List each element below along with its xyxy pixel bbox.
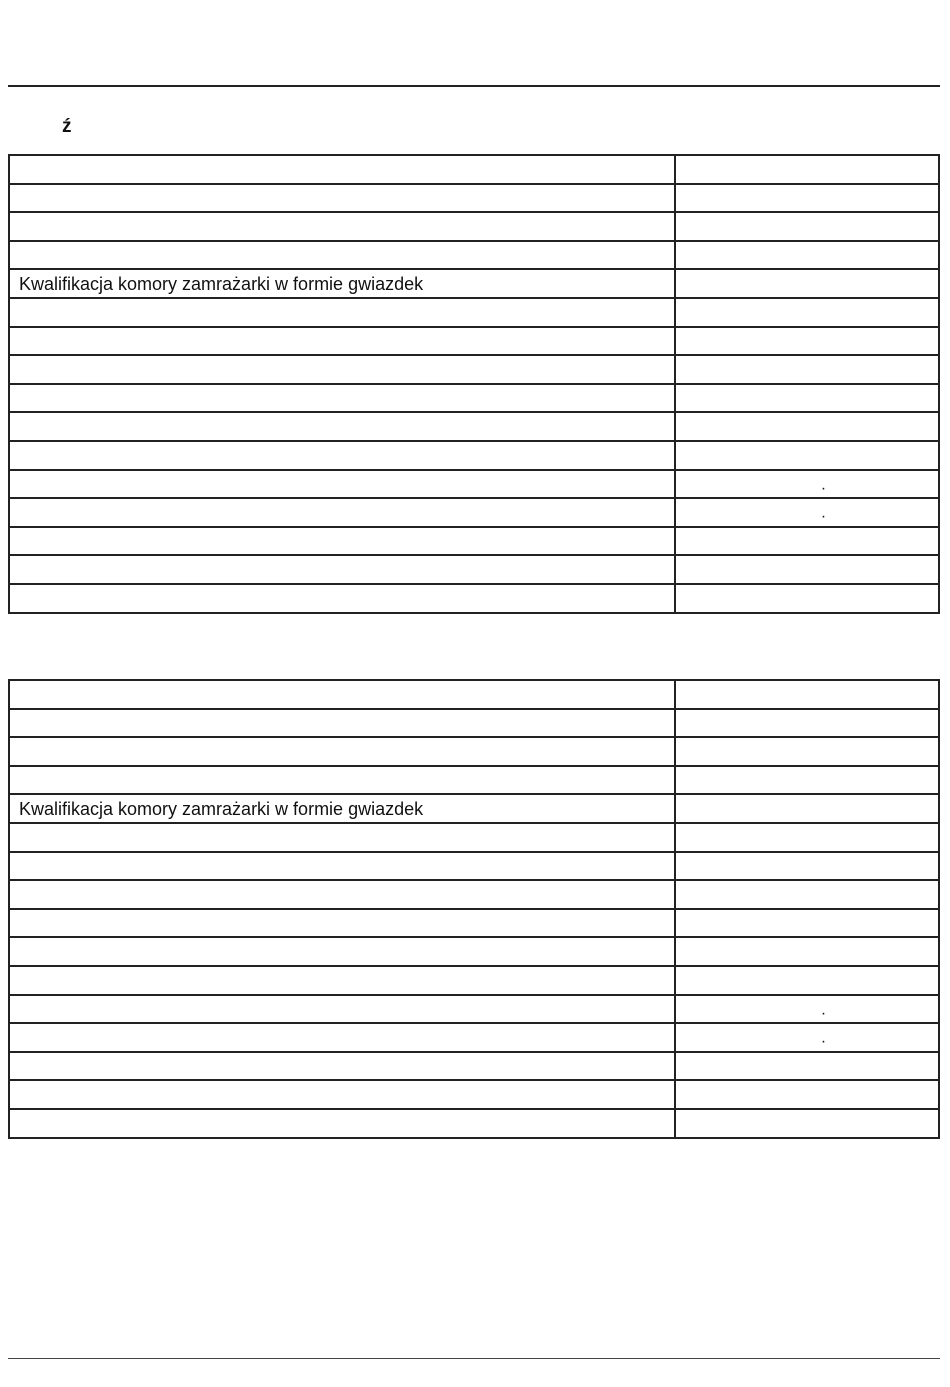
row-label — [9, 555, 675, 584]
row-label — [9, 527, 675, 556]
table-row — [9, 1080, 939, 1109]
row-label: Kwalifikacja komory zamrażarki w formie gwiazdek — [9, 794, 675, 823]
table-row — [9, 937, 939, 966]
table-row — [9, 709, 939, 738]
row-label — [9, 966, 675, 995]
table-row — [9, 1023, 939, 1052]
row-label — [9, 184, 675, 213]
table-row — [9, 527, 939, 556]
row-label — [9, 737, 675, 766]
row-label — [9, 766, 675, 795]
table-row — [9, 212, 939, 241]
row-value — [675, 269, 939, 298]
row-value — [675, 709, 939, 738]
table-row — [9, 441, 939, 470]
row-label — [9, 384, 675, 413]
row-label — [9, 441, 675, 470]
row-label — [9, 937, 675, 966]
row-value — [675, 909, 939, 938]
row-value — [675, 498, 939, 527]
row-value — [675, 937, 939, 966]
row-label — [9, 298, 675, 327]
row-value — [675, 384, 939, 413]
table-row — [9, 766, 939, 795]
table-row — [9, 412, 939, 441]
row-value — [675, 355, 939, 384]
table-row — [9, 155, 939, 184]
table-row — [9, 584, 939, 613]
row-value-text: . — [821, 1001, 826, 1019]
row-value — [675, 527, 939, 556]
table-row — [9, 909, 939, 938]
row-value — [675, 823, 939, 852]
row-value — [675, 412, 939, 441]
row-value — [675, 584, 939, 613]
row-value — [675, 155, 939, 184]
row-value — [675, 737, 939, 766]
row-label — [9, 212, 675, 241]
row-value-text: . — [821, 505, 826, 523]
table-row — [9, 355, 939, 384]
row-label — [9, 155, 675, 184]
row-value — [675, 298, 939, 327]
row-value-text: . — [821, 1030, 826, 1048]
table-row — [9, 470, 939, 499]
table-row — [9, 966, 939, 995]
row-label — [9, 1023, 675, 1052]
row-value — [675, 880, 939, 909]
table-row — [9, 794, 939, 823]
table-row — [9, 1052, 939, 1081]
row-value — [675, 241, 939, 270]
table-row — [9, 498, 939, 527]
row-label — [9, 1109, 675, 1138]
row-value — [675, 1023, 939, 1052]
table-row — [9, 241, 939, 270]
row-label — [9, 355, 675, 384]
row-label — [9, 584, 675, 613]
row-label — [9, 412, 675, 441]
table-row — [9, 384, 939, 413]
row-label — [9, 241, 675, 270]
table-row — [9, 680, 939, 709]
spec-table-2 — [8, 679, 940, 1139]
row-label — [9, 680, 675, 709]
row-label — [9, 1080, 675, 1109]
table-row — [9, 327, 939, 356]
table-row — [9, 298, 939, 327]
table-row — [9, 880, 939, 909]
row-label — [9, 709, 675, 738]
row-value — [675, 184, 939, 213]
table-row — [9, 555, 939, 584]
row-value — [675, 1052, 939, 1081]
spec-table-1 — [8, 154, 940, 614]
row-value — [675, 555, 939, 584]
row-value — [675, 995, 939, 1024]
row-label — [9, 823, 675, 852]
row-value — [675, 766, 939, 795]
table-row — [9, 184, 939, 213]
row-label — [9, 995, 675, 1024]
header-rule — [8, 85, 940, 87]
row-value-text: . — [821, 476, 826, 494]
row-value — [675, 1109, 939, 1138]
row-label — [9, 1052, 675, 1081]
table-row — [9, 852, 939, 881]
row-label — [9, 498, 675, 527]
row-value — [675, 327, 939, 356]
footer-rule — [8, 1358, 940, 1359]
row-label — [9, 470, 675, 499]
row-label — [9, 909, 675, 938]
table-row — [9, 995, 939, 1024]
row-label — [9, 852, 675, 881]
table-row — [9, 823, 939, 852]
row-value — [675, 1080, 939, 1109]
row-label: Kwalifikacja komory zamrażarki w formie gwiazdek — [9, 269, 675, 298]
row-value — [675, 680, 939, 709]
table-row — [9, 737, 939, 766]
section-heading: ź — [62, 116, 72, 137]
row-value — [675, 441, 939, 470]
row-value — [675, 966, 939, 995]
row-value — [675, 794, 939, 823]
row-value — [675, 852, 939, 881]
row-value — [675, 470, 939, 499]
table-row — [9, 269, 939, 298]
row-value — [675, 212, 939, 241]
row-label — [9, 880, 675, 909]
table-row — [9, 1109, 939, 1138]
row-label — [9, 327, 675, 356]
